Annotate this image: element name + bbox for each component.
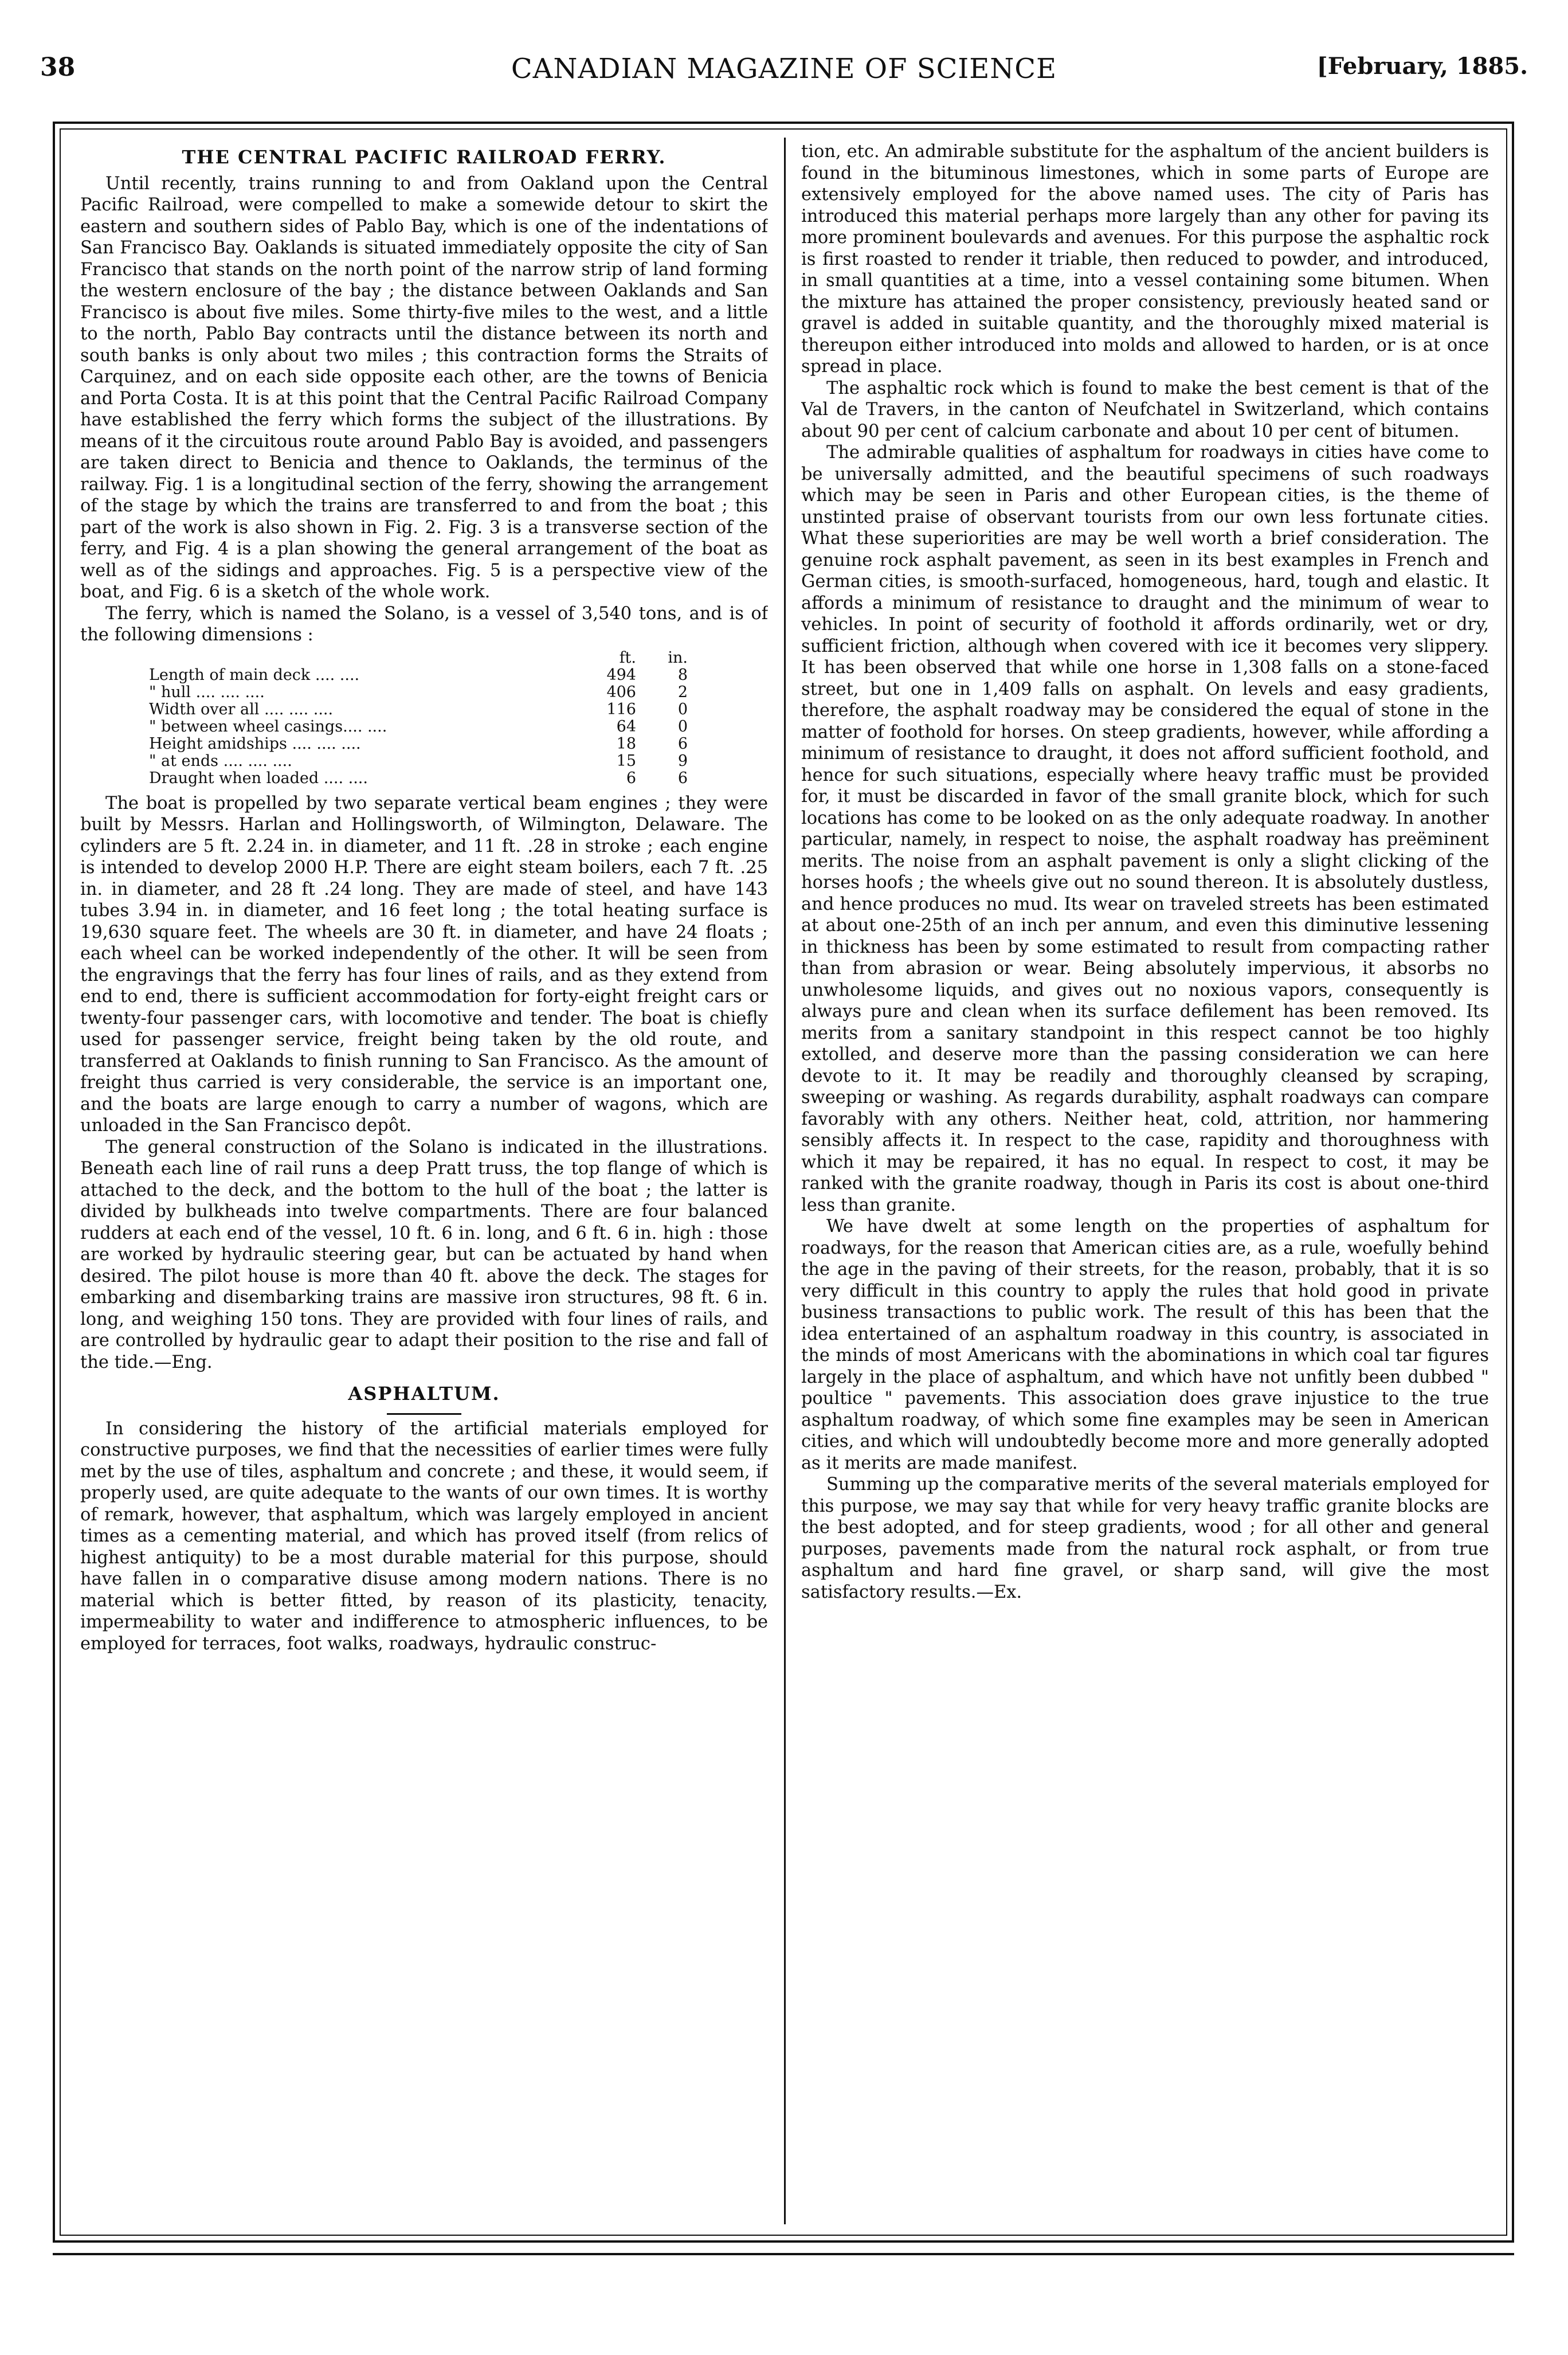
ferry-article-title: THE CENTRAL PACIFIC RAILROAD FERRY. — [182, 146, 667, 168]
asphaltum-paragraph-2: The asphaltic rock which is found to make the best cement is that of the Val de Travers, in the canton of Neufchatel in Switzerland, which contains about 90 per cent of calcium carbonate and about 10 per cent of bitumen. — [801, 378, 1489, 441]
left-column — [80, 141, 768, 2222]
dimensions-table — [80, 650, 768, 787]
page-number: 38 — [40, 53, 76, 82]
right-column — [801, 141, 1489, 2222]
dimension-label: Length of main deck .... .... — [149, 666, 360, 684]
dimension-ft: 406 — [606, 683, 636, 701]
dimension-row — [80, 701, 768, 718]
dimension-row — [80, 684, 768, 701]
ferry-paragraph-3: The boat is propelled by two separate vertical beam engines ; they were built by Messrs. Harlan and Hollingsworth, of Wilmington, Delaware. The cylinders are 5 ft. 2.24 in. in diameter, and 11 ft. .28 in stroke ; each engine is intended to develop 2000 H.P. There are eight steam boilers, each 7 ft. .25 in. in diameter, and 28 ft .24 long. They are made of steel, and have 143 tubes 3.94 in. in diameter, and 16 feet long ; the total heating surface is 19,630 square feet. The wheels are 30 ft. in diameter, and have 24 floats ; each wheel can be worked independently of the other. It will be seen from the engravings that the ferry has four lines of rails, and as they extend from end to end, there is sufficient accommodation for forty-eight freight cars or twenty-four passenger cars, with locomotive and tender. The boat is chiefly used for passenger service, freight being taken by the old route, and transferred at Oaklands to finish running to San Francisco. As the amount of freight thus carried is very considerable, the service is an important one, and the boats are large enough to carry a number of wagons, which are unloaded in the San Francisco depôt. — [80, 793, 768, 1136]
asphaltum-paragraph-4: We have dwelt at some length on the properties of asphaltum for roadways, for the reason that American cities are, as a rule, woefully behind the age in the paving of their streets, for the reason, probably, that it is so very difficult in this country to apply the rules that hold good in private business transactions to public work. The result of this has been that the idea entertained of an asphaltum roadway in this country, is associated in the minds of most Americans with the abominations in which coal tar figures largely in the place of asphaltum, and which have not unfitly been dubbed " poultice " pavements. This association does grave injustice to the true asphaltum roadway, of which some fine examples may be seen in American cities, and which will undoubtedly become more and more generally adopted as it merits are made manifest. — [801, 1216, 1489, 1473]
dimension-label: " hull .... .... .... — [149, 683, 265, 701]
dimension-in: 8 — [677, 666, 688, 684]
running-head-title: CANADIAN MAGAZINE OF SCIENCE — [511, 53, 1057, 85]
dimension-label: Width over all .... .... .... — [149, 700, 334, 718]
asphaltum-paragraph-1: In considering the history of the artificial materials employed for constructive purposes, we find that the necessities of earlier times were fully met by the use of tiles, asphaltum and concrete ; and these, it would seem, if properly used, are quite adequate to the wants of our own times. It is worthy of remark, however, that asphaltum, which was largely employed in ancient times as a cementing material, and which has proved itself (from relics of highest antiquity) to be a most durable material for this purpose, should have fallen in o comparative disuse among modern nations. There is no material which is better fitted, by reason of its plasticity, tenacity, impermeability to water and indifference to atmospheric influences, to be employed for terraces, foot walks, roadways, hydraulic construc- — [80, 1418, 768, 1654]
issue-date: [February, 1885. — [1316, 53, 1528, 80]
dimension-row — [80, 667, 768, 684]
dimension-in: 6 — [677, 769, 688, 787]
dimension-ft: 18 — [616, 734, 636, 753]
asphaltum-paragraph-5: Summing up the comparative merits of the several materials employed for this purpose, we may say that while for very heavy traffic granite blocks are the best adopted, and for steep gradients, wood ; for all other and general purposes, pavements made from the natural rock asphalt, or from true asphaltum and hard fine gravel, or sharp sand, will give the most satisfactory results.—Ex. — [801, 1474, 1489, 1602]
asphaltum-paragraph-3: The admirable qualities of asphaltum for roadways in cities have come to be universally admitted, and the beautiful specimens of such roadways which may be seen in Paris and other European cities, is the theme of unstinted praise of observant tourists from our own less fortunate cities. What these superiorities are may be well worth a brief consideration. The genuine rock asphalt pavement, as seen in its best examples in French and German cities, is smooth-surfaced, homogeneous, hard, tough and elastic. It affords a minimum of resistance to draught and the minimum of wear to vehicles. In point of security of foothold it affords ordinarily, wet or dry, sufficient friction, although when covered with ice it becomes very slippery. It has been observed that while one horse in 1,308 falls on a stone-faced street, but one in 1,409 falls on asphalt. On levels and easy gradients, therefore, the asphalt roadway may be considered the equal of stone in the matter of foothold for horses. On steep gradients, however, while affording a minimum of resistance to draught, it does not afford sufficient foothold, and hence for such situations, especially where heavy traffic must be provided for, it must be discarded in favor of the small granite block, which for such locations has come to be looked on as the only adequate roadway. In another particular, namely, in respect to noise, the asphalt roadway has preëminent merits. The noise from an asphalt pavement is only a slight clicking of the horses hoofs ; the wheels give out no sound thereon. It is absolutely dustless, and hence produces no mud. Its wear on traveled streets has been estimated at about one-25th of an inch per annum, and even this diminutive lessening in thickness has been by some estimated to result from compacting rather than from abrasion or wear. Being absolutely impervious, it absorbs no unwholesome liquids, and gives out no noxious vapors, consequently is always pure and clean when its surface defilement has been removed. Its merits from a sanitary standpoint in this respect cannot be too highly extolled, and deserve more than the passing consideration we can here devote to it. It may be readily and thoroughly cleansed by scraping, sweeping or washing. As regards durability, asphalt roadways can compare favorably with any others. Neither heat, cold, attrition, nor hammering sensibly affects it. In respect to the case, rapidity and thoroughness with which it may be repaired, it has no equal. In respect to cost, it may be ranked with the granite roadway, though in Paris its cost is about one-third less than granite. — [801, 443, 1489, 1215]
dimension-row — [80, 736, 768, 753]
dim-header-ft: ft. — [619, 648, 636, 667]
dimension-label: " between wheel casings.... .... — [149, 717, 387, 736]
column-rule — [784, 138, 786, 2224]
dimension-ft: 64 — [616, 717, 636, 736]
title-divider — [387, 1413, 461, 1415]
dimension-ft: 15 — [616, 752, 636, 770]
dimension-label: Height amidships .... .... .... — [149, 734, 361, 753]
dimensions-header — [80, 650, 768, 667]
dimension-in: 2 — [677, 683, 688, 701]
dim-header-in: in. — [668, 648, 688, 667]
dimension-label: Draught when loaded .... .... — [149, 769, 368, 787]
dimension-ft: 116 — [606, 700, 636, 718]
dimension-label: " at ends .... .... .... — [149, 752, 292, 770]
bottom-rule — [53, 2253, 1514, 2255]
ferry-paragraph-4: The general construction of the Solano is indicated in the illustrations. Beneath each line of rail runs a deep Pratt truss, the top flange of which is attached to the deck, and the bottom to the hull of the boat ; the latter is divided by bulkheads into twelve compartments. There are four balanced rudders at each end of the vessel, 10 ft. 6 in. long, and 6 ft. 6 in. high : those are worked by hydraulic steering gear, but can be actuated by hand when desired. The pilot house is more than 40 ft. above the deck. The stages for embarking and disembarking trains are massive iron structures, 98 ft. 6 in. long, and weighing 150 tons. They are provided with four lines of rails, and are controlled by hydraulic gear to adapt their position to the rise and fall of the tide.—Eng. — [80, 1137, 768, 1372]
dimension-in: 0 — [677, 717, 688, 736]
ferry-paragraph-1: Until recently, trains running to and from Oakland upon the Central Pacific Railroad, were compelled to make a somewide detour to skirt the eastern and southern sides of Pablo Bay, which is one of the indentations of San Francisco Bay. Oaklands is situated immediately opposite the city of San Francisco that stands on the north point of the narrow strip of land forming the western enclosure of the bay ; the distance between Oaklands and San Francisco is about five miles. Some thirty-five miles to the west, and a little to the north, Pablo Bay contracts until the distance between its north and south banks is only about two miles ; this contraction forms the Straits of Carquinez, and on each side opposite each other, are the towns of Benicia and Porta Costa. It is at this point that the Central Pacific Railroad Company have established the ferry which forms the subject of the illustrations. By means of it the circuitous route around Pablo Bay is avoided, and passengers are taken direct to Benicia and thence to Oaklands, the terminus of the railway. Fig. 1 is a longitudinal section of the ferry, showing the arrangement of the stage by which the trains are transferred to and from the boat ; this part of the work is also shown in Fig. 2. Fig. 3 is a transverse section of the ferry, and Fig. 4 is a plan showing the general arrangement of the boat as well as of the sidings and approaches. Fig. 5 is a perspective view of the boat, and Fig. 6 is a sketch of the whole work. — [80, 173, 768, 602]
dimension-in: 0 — [677, 700, 688, 718]
ferry-paragraph-2: The ferry, which is named the Solano, is a vessel of 3,540 tons, and is of the following dimensions : — [80, 603, 768, 645]
dimension-in: 6 — [677, 734, 688, 753]
dimension-row — [80, 753, 768, 770]
dimension-in: 9 — [677, 752, 688, 770]
asphaltum-article-title: ASPHALTUM. — [348, 1383, 500, 1405]
asphaltum-paragraph-1-continued: tion, etc. An admirable substitute for the asphaltum of the ancient builders is found in the bituminous limestones, which in some parts of Europe are extensively employed for the above named uses. The city of Paris has introduced this material perhaps more largely than any other for paving its more prominent boulevards and avenues. For this purpose the asphaltic rock is first roasted to render it triable, then reduced to powder, and introduced, in small quantities at a time, into a vessel containing some bitumen. When the mixture has attained the proper consistency, previously heated sand or gravel is added in suitable quantity, and the thoroughly mixed material is thereupon either introduced into molds and allowed to harden, or is at once spread in place. — [801, 142, 1489, 377]
dimension-row — [80, 718, 768, 736]
dimension-ft: 494 — [606, 666, 636, 684]
dimension-ft: 6 — [626, 769, 636, 787]
dimension-row — [80, 770, 768, 787]
